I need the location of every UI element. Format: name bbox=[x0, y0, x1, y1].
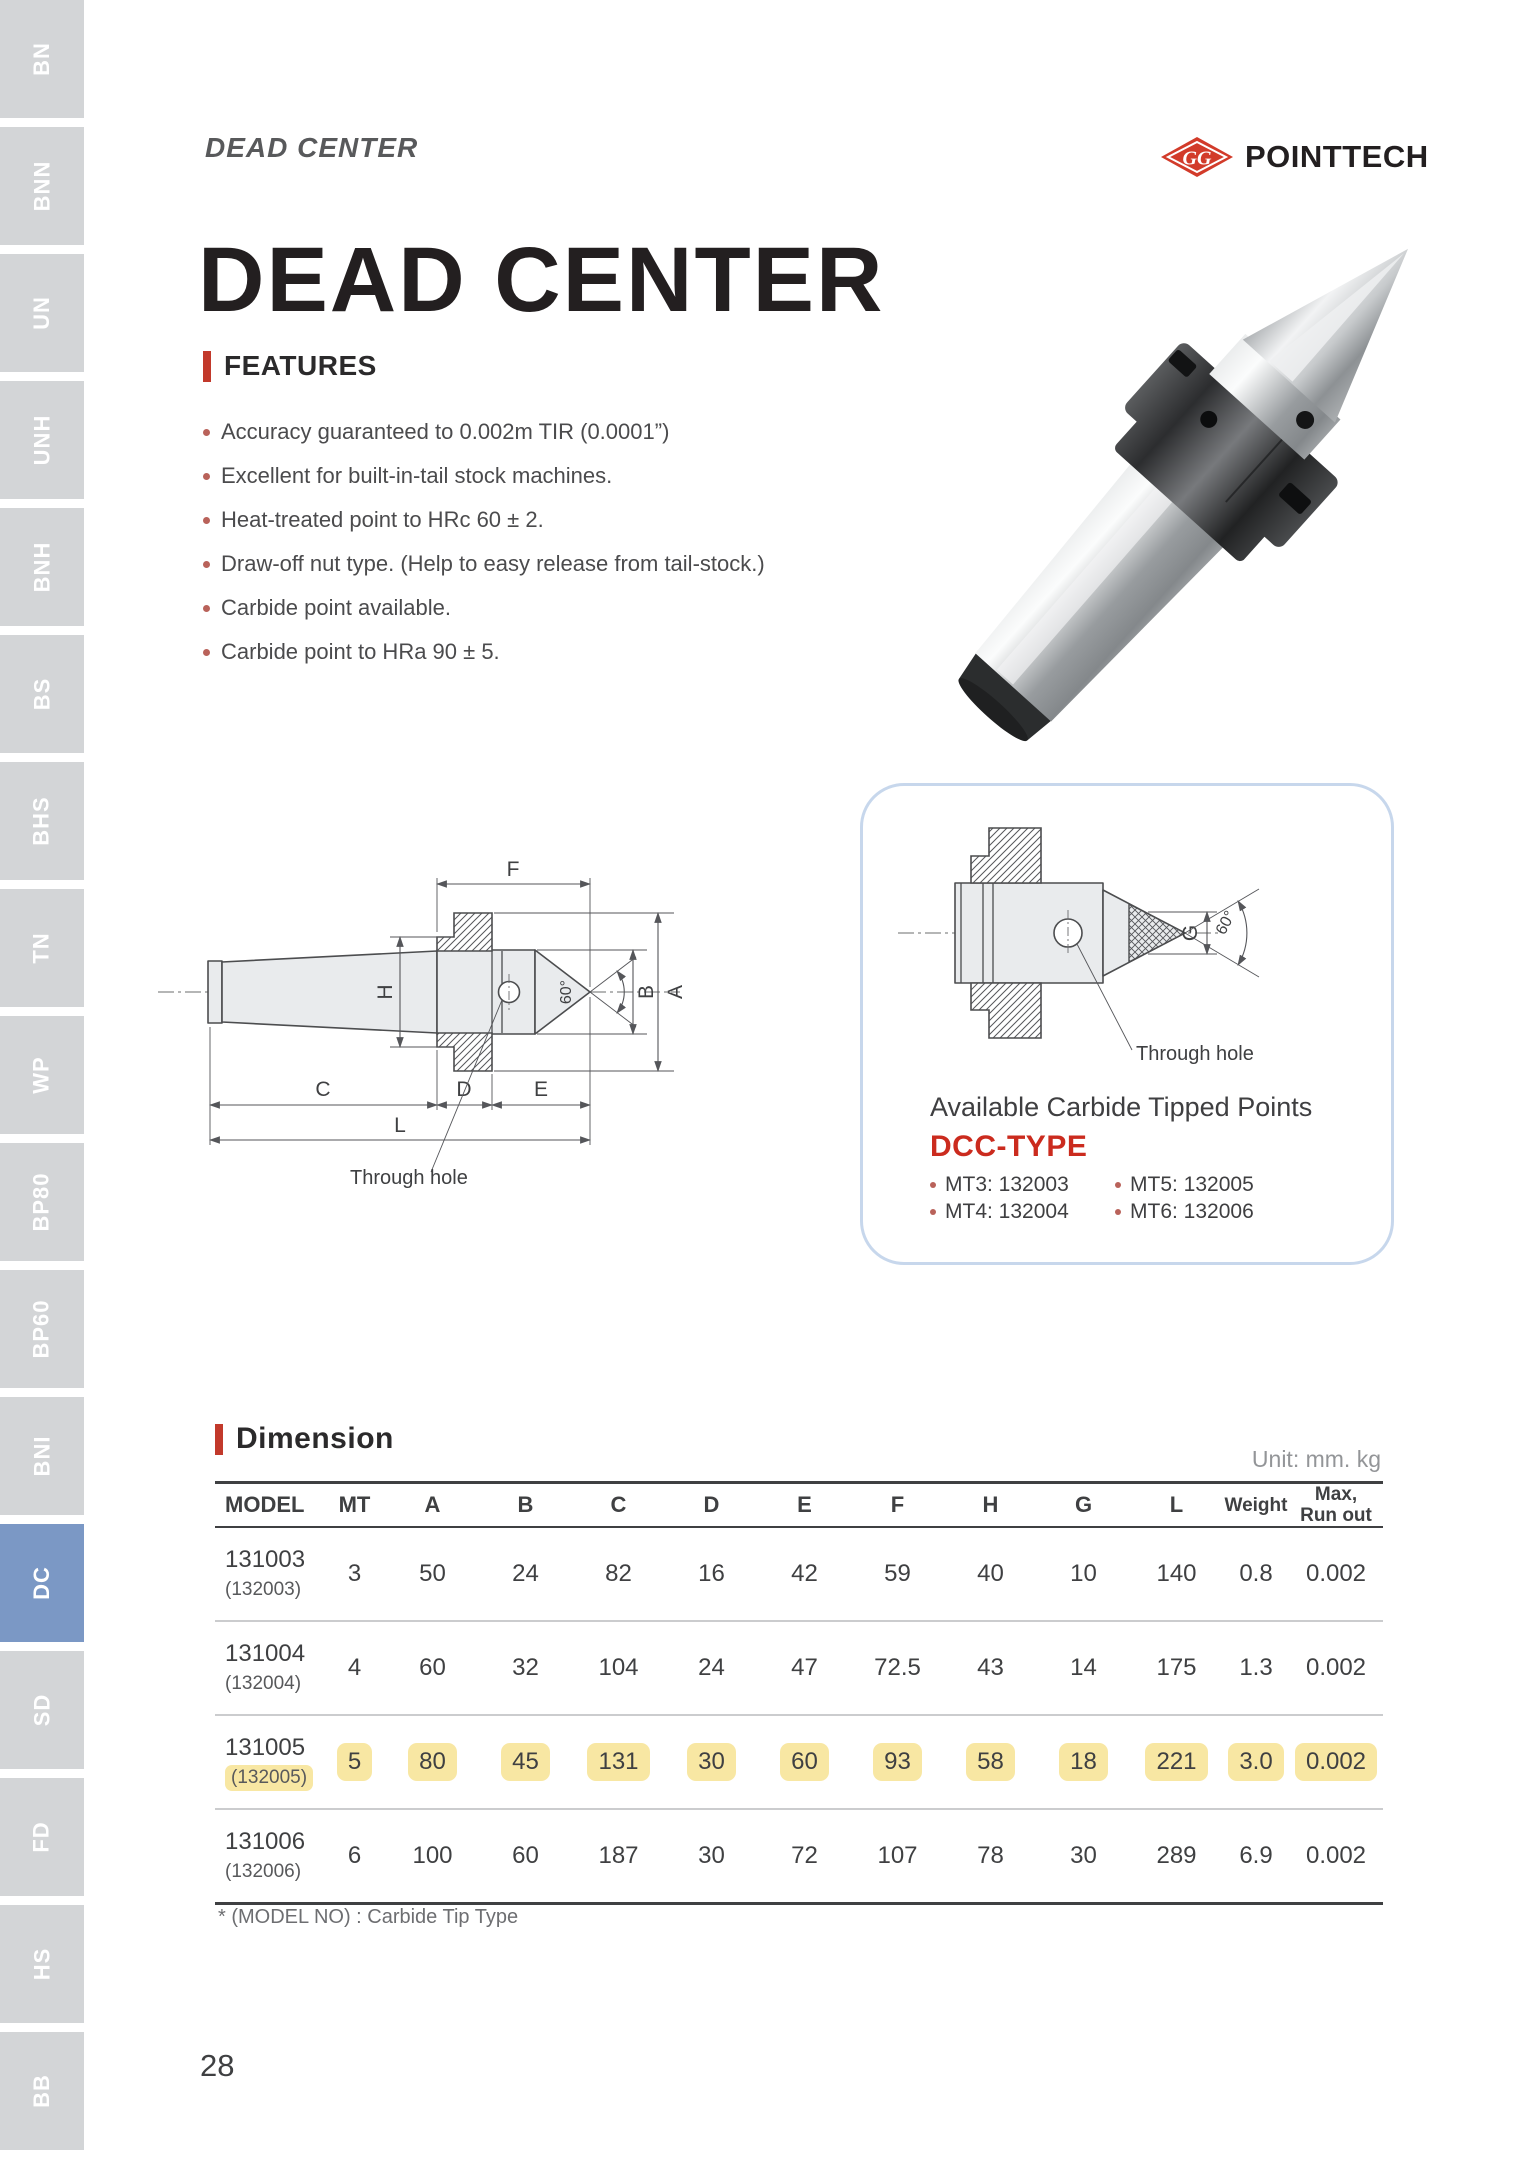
page-number: 28 bbox=[200, 2048, 235, 2083]
logo-monogram: GG bbox=[1182, 147, 1212, 170]
section-accent-bar bbox=[203, 351, 211, 382]
bullet-dot bbox=[1115, 1209, 1121, 1215]
page-title: DEAD CENTER bbox=[198, 228, 885, 331]
dim-f-label: F bbox=[506, 858, 520, 881]
feature-item: Carbide point to HRa 90 ± 5. bbox=[203, 630, 923, 674]
table-row-131004: 131004 (132004) 4 60 32 104 24 47 72.5 43 14 175 1.3 0.002 bbox=[215, 1621, 1383, 1715]
table-row-131003: 131003 (132003) 3 50 24 82 16 42 59 40 10 140 0.8 0.002 bbox=[225, 1546, 1367, 1600]
dim-d-label: D bbox=[456, 1078, 472, 1101]
table-header-row bbox=[215, 1483, 1383, 1528]
dim-e-label: E bbox=[533, 1078, 549, 1101]
carbide-option: MT4: 132004 bbox=[930, 1198, 1115, 1225]
col-h: H bbox=[982, 1492, 999, 1517]
brand-name: POINTTECH bbox=[1245, 139, 1429, 174]
carbide-tip-drawing bbox=[883, 798, 1373, 1083]
dim-c-label: C bbox=[315, 1078, 331, 1101]
bullet-dot bbox=[930, 1209, 936, 1215]
sidebar-tab-sd[interactable]: SD bbox=[0, 1651, 84, 1769]
bullet-dot bbox=[1115, 1182, 1121, 1188]
table-row-131005-highlighted: 131005 (132005) 5 80 45 131 30 60 93 58 18 221 3.0 0.002 bbox=[215, 1715, 1383, 1809]
sidebar-tab-bni[interactable]: BNI bbox=[0, 1397, 84, 1515]
sidebar-tab-bp60[interactable]: BP60 bbox=[0, 1270, 84, 1388]
sidebar-tab-bn[interactable]: BN bbox=[0, 0, 84, 118]
feature-item: Excellent for built-in-tail stock machines. bbox=[203, 454, 923, 498]
carbide-option: MT6: 132006 bbox=[1115, 1198, 1254, 1225]
col-mt: MT bbox=[338, 1492, 371, 1517]
col-a: A bbox=[424, 1492, 441, 1517]
col-d: D bbox=[703, 1492, 720, 1517]
brand-logo bbox=[1160, 136, 1429, 178]
sidebar-tab-wp[interactable]: WP bbox=[0, 1016, 84, 1134]
col-b: B bbox=[517, 1492, 534, 1517]
col-model: MODEL bbox=[225, 1492, 305, 1517]
product-photo bbox=[958, 236, 1430, 764]
col-e: E bbox=[797, 1492, 812, 1517]
sidebar-tab-bb[interactable]: BB bbox=[0, 2032, 84, 2150]
col-l: L bbox=[1169, 1492, 1184, 1517]
sidebar-tab-tn[interactable]: TN bbox=[0, 889, 84, 1007]
dim-h-label: H bbox=[374, 984, 397, 1000]
carbide-options-list bbox=[930, 1171, 1254, 1225]
bullet-dot bbox=[203, 561, 210, 568]
bullet-dot bbox=[203, 517, 210, 524]
carbide-option: MT3: 132003 bbox=[930, 1171, 1115, 1198]
table-row-131006: 131006 (132006) 6 100 60 187 30 72 107 78 30 289 6.9 0.002 bbox=[215, 1809, 1383, 1903]
sidebar-tab-bnh[interactable]: BNH bbox=[0, 508, 84, 626]
feature-item: Carbide point available. bbox=[203, 586, 923, 630]
sidebar-tab-hs[interactable]: HS bbox=[0, 1905, 84, 2023]
sidebar-tab-bnn[interactable]: BNN bbox=[0, 127, 84, 245]
section-accent-bar bbox=[215, 1424, 223, 1455]
col-g: G bbox=[1074, 1492, 1093, 1517]
carbide-points-panel bbox=[860, 783, 1394, 1265]
bullet-dot bbox=[203, 429, 210, 436]
through-hole-label: Through hole bbox=[1136, 1043, 1254, 1065]
feature-item: Draw-off nut type. (Help to easy release from tail-stock.) bbox=[203, 542, 923, 586]
sidebar-tab-fd[interactable]: FD bbox=[0, 1778, 84, 1896]
dimension-section-heading bbox=[215, 1422, 394, 1456]
feature-item: Accuracy guaranteed to 0.002m TIR (0.0001”) bbox=[203, 410, 923, 454]
col-c: C bbox=[610, 1492, 627, 1517]
col-max-runout: Max, Run out bbox=[1300, 1484, 1372, 1526]
sidebar-tab-bs[interactable]: BS bbox=[0, 635, 84, 753]
feature-item: Heat-treated point to HRc 60 ± 2. bbox=[203, 498, 923, 542]
category-eyebrow: DEAD CENTER bbox=[205, 132, 419, 163]
dim-b-label: B bbox=[635, 984, 658, 1000]
dimension-drawing bbox=[150, 832, 790, 1197]
bullet-dot bbox=[203, 605, 210, 612]
sidebar-tab-unh[interactable]: UNH bbox=[0, 381, 84, 499]
dim-l-label: L bbox=[394, 1114, 406, 1137]
carbide-option: MT5: 132005 bbox=[1115, 1171, 1254, 1198]
unit-note: Unit: mm. kg bbox=[1251, 1446, 1381, 1472]
sidebar-tab-bhs[interactable]: BHS bbox=[0, 762, 84, 880]
bullet-dot bbox=[203, 473, 210, 480]
dimension-heading: Dimension bbox=[236, 1422, 394, 1455]
section-tab-sidebar bbox=[0, 0, 84, 2158]
dim-a-label: A bbox=[664, 984, 687, 1000]
tip-angle-label: 60° bbox=[1212, 908, 1240, 938]
features-section bbox=[203, 350, 923, 674]
brand-diamond-icon bbox=[1160, 136, 1234, 178]
dim-g-label: G bbox=[1179, 924, 1202, 942]
carbide-type-name: DCC-TYPE bbox=[930, 1130, 1088, 1163]
bullet-dot bbox=[203, 649, 210, 656]
col-weight: Weight bbox=[1224, 1494, 1288, 1516]
dimension-table bbox=[215, 1481, 1383, 1905]
through-hole-label: Through hole bbox=[350, 1167, 468, 1189]
sidebar-tab-un[interactable]: UN bbox=[0, 254, 84, 372]
table-footnote: * (MODEL NO) : Carbide Tip Type bbox=[218, 1906, 519, 1928]
sidebar-tab-dc-active[interactable]: DC bbox=[0, 1524, 84, 1642]
sidebar-tab-bp80[interactable]: BP80 bbox=[0, 1143, 84, 1261]
bullet-dot bbox=[930, 1182, 936, 1188]
features-list bbox=[203, 410, 923, 674]
cone-angle-label: 60° bbox=[558, 979, 575, 1005]
col-f: F bbox=[890, 1492, 905, 1517]
carbide-panel-title: Available Carbide Tipped Points bbox=[930, 1092, 1313, 1122]
features-heading: FEATURES bbox=[224, 350, 377, 381]
